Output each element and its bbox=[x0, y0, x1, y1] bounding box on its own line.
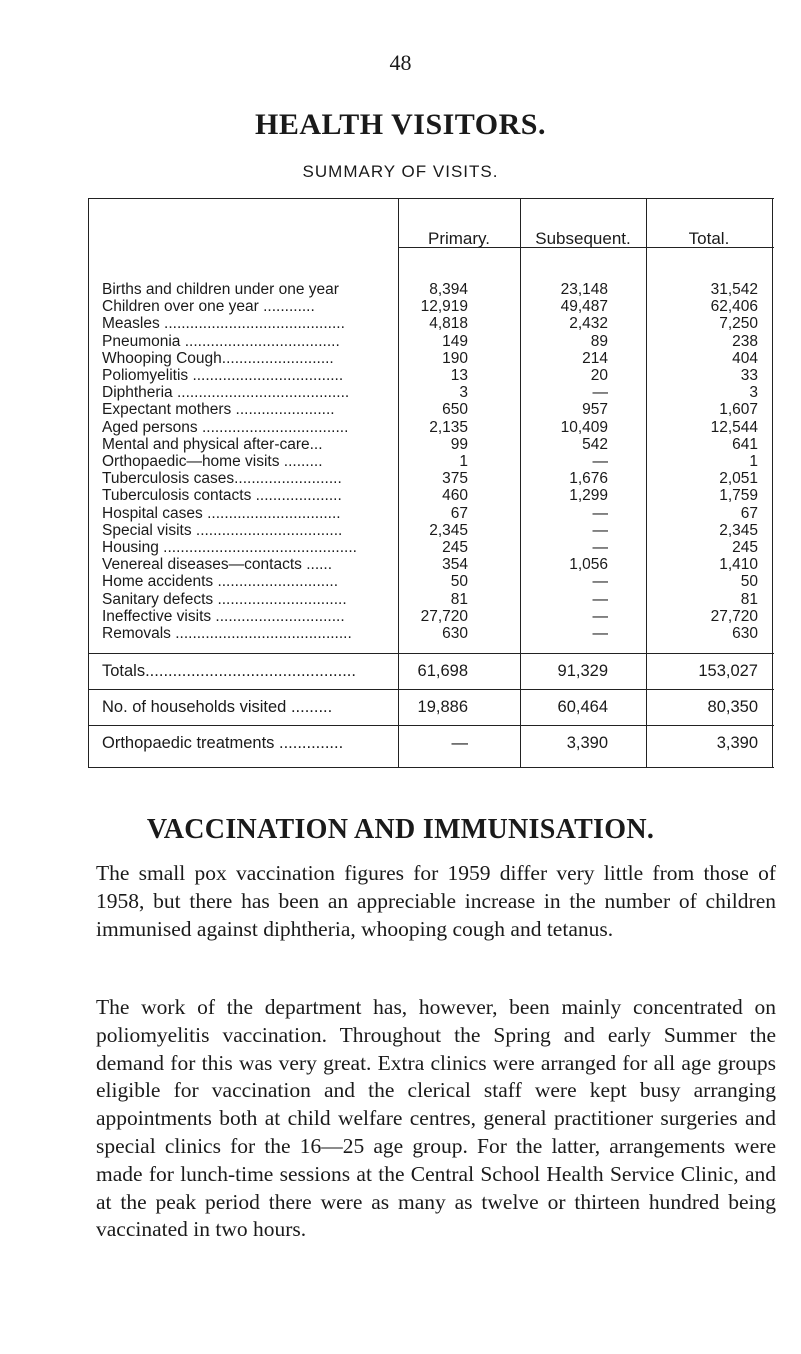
cell-primary: 2,135 bbox=[429, 418, 468, 436]
table-row bbox=[88, 487, 774, 505]
cell-total: 7,250 bbox=[719, 315, 758, 333]
cell-primary: 1 bbox=[459, 453, 468, 470]
table-row bbox=[88, 436, 774, 454]
table-row bbox=[88, 453, 774, 471]
cell-primary: 81 bbox=[450, 590, 468, 608]
row-label: Special visits .................................. bbox=[102, 521, 343, 539]
cell-total: 80,350 bbox=[707, 698, 758, 716]
table-row bbox=[88, 333, 774, 351]
table-row bbox=[88, 539, 774, 557]
orthopaedic-treatments-row bbox=[88, 734, 774, 752]
row-label: Ineffective visits .............................. bbox=[102, 607, 345, 625]
cell-subsequent: — bbox=[592, 539, 608, 556]
cell-subsequent: — bbox=[592, 590, 608, 608]
table-row bbox=[88, 522, 774, 540]
cell-primary: 67 bbox=[450, 504, 468, 522]
summary-table bbox=[88, 198, 774, 768]
cell-subsequent: 3,390 bbox=[566, 734, 608, 752]
cell-total: 1,607 bbox=[719, 401, 758, 419]
cell-primary: 13 bbox=[450, 367, 468, 384]
cell-primary: 4,818 bbox=[429, 315, 468, 333]
cell-primary: 50 bbox=[450, 573, 468, 591]
cell-primary: 19,886 bbox=[417, 698, 468, 716]
totals-bottom-rule bbox=[88, 689, 774, 690]
table-row bbox=[88, 625, 774, 643]
row-label: Sanitary defects .............................. bbox=[102, 590, 347, 608]
row-label: Whooping Cough.......................... bbox=[102, 349, 334, 367]
table-row bbox=[88, 298, 774, 316]
row-label: Venereal diseases—contacts ...... bbox=[102, 556, 333, 574]
cell-total: 33 bbox=[740, 367, 758, 384]
cell-subsequent: 91,329 bbox=[557, 662, 608, 680]
cell-primary: 190 bbox=[442, 349, 468, 367]
cell-total: 27,720 bbox=[710, 607, 758, 625]
header-total: Total. bbox=[688, 229, 730, 248]
cell-primary: 61,698 bbox=[417, 662, 468, 680]
cell-total: 630 bbox=[732, 625, 758, 642]
cell-subsequent: 23,148 bbox=[560, 281, 608, 298]
cell-total: 62,406 bbox=[710, 298, 758, 316]
header-subsequent: Subsequent. bbox=[535, 229, 631, 248]
row-label: Aged persons .................................. bbox=[102, 418, 349, 436]
households-row bbox=[88, 698, 774, 716]
page-number: 48 bbox=[389, 50, 412, 75]
row-label: Home accidents ............................ bbox=[102, 573, 339, 591]
cell-subsequent: — bbox=[592, 453, 608, 470]
cell-primary: 650 bbox=[442, 401, 468, 419]
cell-subsequent: 1,299 bbox=[569, 487, 608, 505]
cell-subsequent: 49,487 bbox=[560, 298, 608, 316]
table-row bbox=[88, 281, 774, 299]
section-heading: VACCINATION AND IMMUNISATION. bbox=[146, 814, 655, 845]
page-title: HEALTH VISITORS. bbox=[255, 108, 546, 141]
cell-primary: 630 bbox=[442, 625, 468, 642]
table-row bbox=[88, 419, 774, 437]
cell-primary: 460 bbox=[442, 487, 468, 505]
table-row bbox=[88, 401, 774, 419]
cell-subsequent: — bbox=[592, 521, 608, 539]
table-row bbox=[88, 591, 774, 609]
cell-total: 81 bbox=[740, 590, 758, 608]
cell-primary: 149 bbox=[442, 332, 468, 350]
row-label: Poliomyelitis ................................... bbox=[102, 367, 344, 384]
cell-subsequent: — bbox=[592, 504, 608, 522]
cell-total: 12,544 bbox=[710, 418, 758, 436]
totals-row bbox=[88, 662, 774, 680]
cell-total: 2,345 bbox=[719, 521, 758, 539]
row-label: Expectant mothers ....................... bbox=[102, 401, 335, 419]
cell-primary: 27,720 bbox=[420, 607, 468, 625]
table-title: SUMMARY OF VISITS. bbox=[302, 162, 499, 181]
cell-subsequent: — bbox=[592, 573, 608, 591]
row-label: Orthopaedic—home visits ......... bbox=[102, 453, 323, 470]
row-label: Orthopaedic treatments .............. bbox=[102, 734, 344, 752]
cell-total: 641 bbox=[732, 435, 758, 453]
row-label: Diphtheria ........................................ bbox=[102, 384, 350, 402]
table-row bbox=[88, 505, 774, 523]
table-row bbox=[88, 350, 774, 368]
households-bottom-rule bbox=[88, 725, 774, 726]
cell-primary: 2,345 bbox=[429, 521, 468, 539]
cell-subsequent: 1,056 bbox=[569, 556, 608, 574]
table-row bbox=[88, 367, 774, 385]
row-label: Totals.............................................. bbox=[102, 662, 356, 680]
cell-total: 2,051 bbox=[719, 470, 758, 488]
cell-primary: 375 bbox=[442, 470, 468, 488]
cell-subsequent: — bbox=[592, 625, 608, 642]
cell-primary: 8,394 bbox=[429, 281, 468, 298]
paragraph-2: The work of the department has, however, been mainly concentrated on poliomyelitis vaccination. Throughout the Spring and early Summer the demand for this was very great. Extra clinics were arranged for all age groups eligible for vaccination and the clerical staff were kept busy arranging appointments both at child welfare centres, general practitioner surgeries and special clinics for the 16—25 age group. For the latter, arrangements were made for lunch-time sessions at the Central School Health Service Clinic, and at the peak period there were as many as twelve or thirteen hundred being vaccinated in two hours. bbox=[96, 995, 776, 1242]
cell-total: 153,027 bbox=[698, 662, 758, 680]
row-label: Hospital cases ............................... bbox=[102, 504, 341, 522]
row-label: Measles .......................................... bbox=[102, 315, 345, 333]
cell-subsequent: 214 bbox=[582, 349, 608, 367]
row-label: Children over one year ............ bbox=[102, 298, 315, 316]
cell-total: 3 bbox=[749, 384, 758, 402]
table-row bbox=[88, 315, 774, 333]
row-label: No. of households visited ......... bbox=[102, 698, 333, 716]
cell-subsequent: 542 bbox=[582, 435, 608, 453]
paragraph-1: The small pox vaccination figures for 1959 differ very little from those of 1958, but there has been an appreciable increase in the number of children immunised against diphtheria, whooping cough and tetanus. bbox=[96, 861, 776, 941]
cell-subsequent: 89 bbox=[590, 332, 608, 350]
cell-subsequent: 1,676 bbox=[569, 470, 608, 488]
cell-total: 50 bbox=[740, 573, 758, 591]
row-label: Tuberculosis cases......................... bbox=[102, 470, 342, 488]
cell-subsequent: 60,464 bbox=[557, 698, 608, 716]
cell-total: 67 bbox=[740, 504, 758, 522]
cell-primary: 245 bbox=[442, 539, 468, 556]
cell-subsequent: 2,432 bbox=[569, 315, 608, 333]
row-label: Housing ............................................. bbox=[102, 539, 357, 556]
table-row bbox=[88, 573, 774, 591]
table-row bbox=[88, 556, 774, 574]
totals-top-rule bbox=[88, 653, 774, 654]
header-primary: Primary. bbox=[427, 229, 490, 248]
cell-total: 31,542 bbox=[710, 281, 758, 298]
table-row bbox=[88, 608, 774, 626]
cell-total: 1 bbox=[749, 453, 758, 470]
row-label: Births and children under one year bbox=[102, 281, 339, 298]
cell-total: 1,410 bbox=[719, 556, 758, 574]
cell-primary: 12,919 bbox=[420, 298, 468, 316]
cell-total: 245 bbox=[732, 539, 758, 556]
row-label: Tuberculosis contacts .................... bbox=[102, 487, 342, 505]
table-row bbox=[88, 470, 774, 488]
cell-primary: 99 bbox=[450, 435, 468, 453]
cell-total: 3,390 bbox=[716, 734, 758, 752]
row-label: Removals ......................................... bbox=[102, 625, 352, 642]
cell-primary: 354 bbox=[442, 556, 468, 574]
cell-subsequent: 957 bbox=[582, 401, 608, 419]
cell-subsequent: — bbox=[592, 607, 608, 625]
cell-subsequent: 10,409 bbox=[560, 418, 608, 436]
table-row bbox=[88, 384, 774, 402]
cell-subsequent: 20 bbox=[590, 367, 608, 384]
row-label: Pneumonia .................................... bbox=[102, 332, 340, 350]
cell-primary: 3 bbox=[459, 384, 468, 402]
cell-total: 404 bbox=[732, 349, 758, 367]
cell-primary: — bbox=[451, 734, 468, 752]
cell-total: 1,759 bbox=[719, 487, 758, 505]
cell-subsequent: — bbox=[592, 384, 608, 402]
row-label: Mental and physical after-care... bbox=[102, 435, 323, 453]
cell-total: 238 bbox=[732, 332, 758, 350]
